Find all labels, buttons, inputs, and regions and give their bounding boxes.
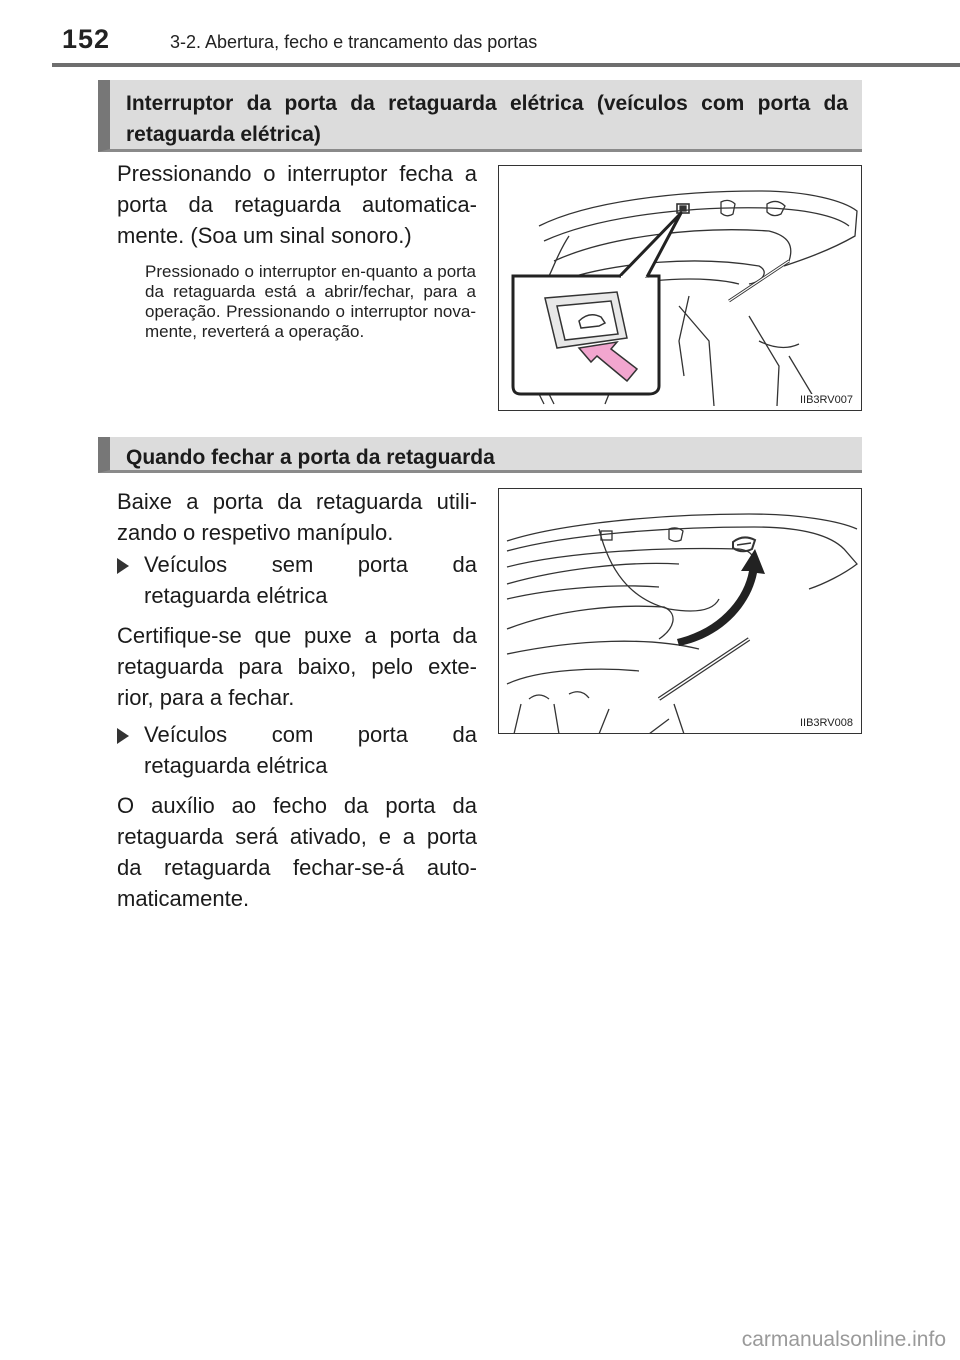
watermark: carmanualsonline.info xyxy=(741,1328,946,1351)
section-heading-closing: Quando fechar a porta da retaguarda xyxy=(98,437,862,473)
figure-code: IIB3RV007 xyxy=(799,394,853,406)
bullet-triangle-icon xyxy=(117,728,129,744)
bullet-without-power-door: Veículos sem porta da retaguarda elétrica xyxy=(117,549,477,611)
manual-closing-paragraph: Certifique-se que puxe a porta da retaguarda para baixo, pelo exte-rior, para a fechar. xyxy=(117,623,477,710)
bullet-triangle-icon xyxy=(117,558,129,574)
section-heading-power-switch: Interruptor da porta da retaguarda elétrica (veículos com porta da retaguarda elétrica) xyxy=(98,80,862,152)
page-number: 152 xyxy=(62,24,111,54)
closing-paragraph: Baixe a porta da retaguarda utili-zando o respetivo manípulo. xyxy=(117,489,477,545)
lift-arrow-icon xyxy=(677,549,765,646)
bullet-with-power-door: Veículos com porta da retaguarda elétrica xyxy=(117,719,477,781)
figure-code: IIB3RV008 xyxy=(799,717,853,729)
header-rule xyxy=(52,63,960,67)
figure-tailgate-switch xyxy=(498,165,862,411)
auto-closing-paragraph: O auxílio ao fecho da porta da retaguarda será ativado, e a porta da retaguarda fechar-se-á auto-maticamente. xyxy=(117,793,477,911)
tailgate-handle-illustration xyxy=(499,489,862,734)
tailgate-switch-illustration xyxy=(499,166,862,411)
switch-note: Pressionado o interruptor en-quanto a porta da retaguarda está a abrir/fechar, para a operação. Pressionando o interruptor nova-mente, reverterá a operação. xyxy=(145,262,476,341)
chapter-title: 3-2. Abertura, fecho e trancamento das portas xyxy=(170,32,538,52)
figure-tailgate-handle xyxy=(498,488,862,734)
switch-paragraph: Pressionando o interruptor fecha a porta da retaguarda automatica-mente. (Soa um sinal sonoro.) xyxy=(117,161,477,248)
